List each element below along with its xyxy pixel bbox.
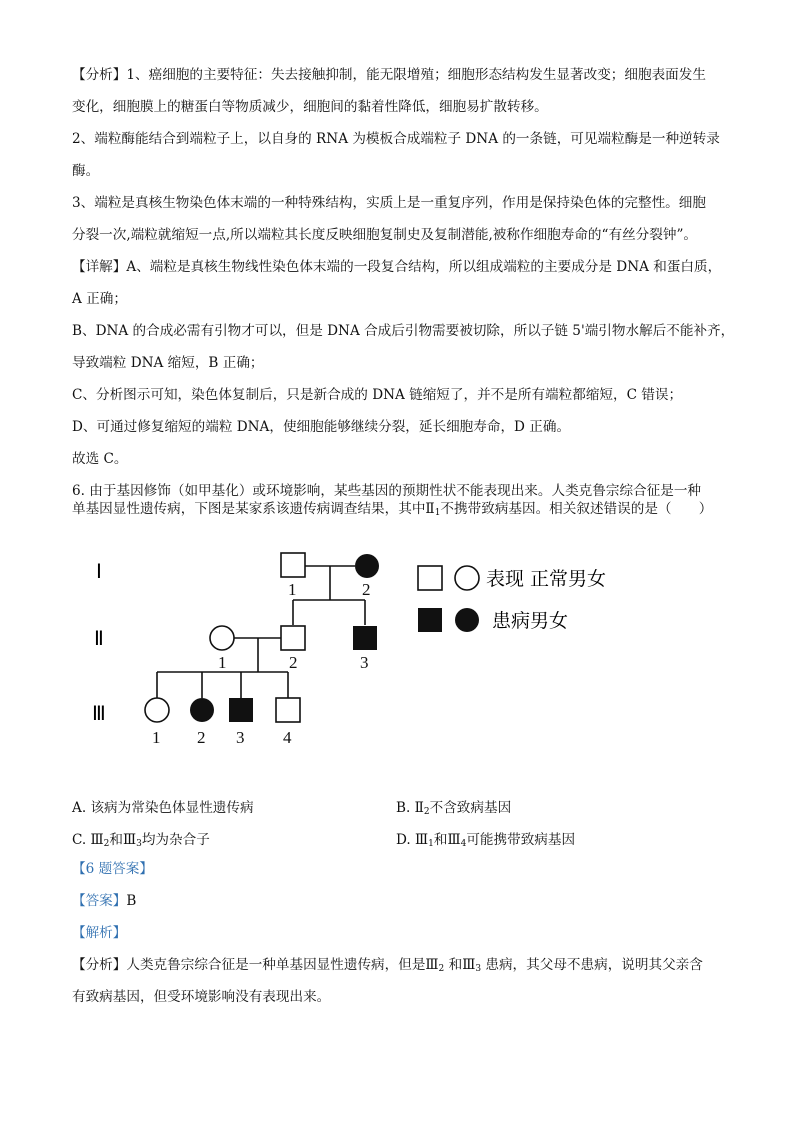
question-6-line-2 bbox=[72, 500, 722, 523]
question-6-text-a: 单基因显性遗传病，下图是某家系该遗传病调查结果，其中Ⅱ bbox=[72, 501, 435, 517]
answer-tag: 【答案】 bbox=[72, 893, 127, 909]
analysis-line-6: 分裂一次,端粒就缩短一点,所以端粒其长度反映细胞复制史及复制潜能,被称作细胞寿命的“有丝分裂钟”。 bbox=[72, 227, 697, 243]
legend-affected-female bbox=[455, 608, 479, 632]
individual-III4 bbox=[276, 698, 300, 722]
legend-affected-label: 患病男女 bbox=[492, 610, 569, 632]
option-c bbox=[72, 828, 210, 849]
analysis-line-5: 3、端粒是真核生物染色体末端的一种特殊结构，实质上是一重复序列，作用是保持染色体的完整性。细胞 bbox=[72, 195, 706, 211]
detail-line-2: A 正确； bbox=[72, 291, 127, 307]
detail-conclusion: 故选 C。 bbox=[72, 451, 128, 467]
label-I2: 2 bbox=[362, 580, 371, 599]
question-6-line-1: 6. 由于基因修饰（如甲基化）或环境影响，某些基因的预期性状不能表现出来。人类克鲁宗综合征是一种 bbox=[72, 483, 702, 499]
label-II2: 2 bbox=[289, 653, 298, 672]
option-b bbox=[396, 796, 511, 817]
label-I1: 1 bbox=[288, 580, 297, 599]
individual-I2 bbox=[355, 554, 379, 578]
option-c-sub-2: 3 bbox=[136, 839, 142, 849]
option-b-sub: 2 bbox=[423, 807, 430, 817]
explanation-text-mid: 和Ⅲ bbox=[444, 957, 476, 973]
option-d bbox=[396, 828, 575, 849]
individual-II1 bbox=[210, 626, 234, 650]
detail-line-1: 【详解】A、端粒是真核生物线性染色体末端的一段复合结构，所以组成端粒的主要成分是 DNA 和蛋白质， bbox=[72, 259, 722, 275]
option-b-text-pre: B. Ⅱ bbox=[396, 800, 424, 816]
option-c-text-post: 均为杂合子 bbox=[141, 832, 210, 848]
answer-label bbox=[72, 893, 136, 909]
explanation-line-1 bbox=[72, 956, 722, 979]
answer-value: B bbox=[126, 893, 137, 909]
generation-II-label: Ⅱ bbox=[94, 628, 104, 650]
individual-II2 bbox=[281, 626, 305, 650]
label-II3: 3 bbox=[360, 653, 369, 672]
answer-section-header: 【6 题答案】 bbox=[72, 861, 153, 877]
explanation-header: 【解析】 bbox=[72, 925, 127, 941]
option-c-text-pre: C. Ⅲ bbox=[72, 832, 104, 848]
label-III1: 1 bbox=[152, 728, 161, 747]
generation-III-label: Ⅲ bbox=[92, 703, 106, 725]
option-d-sub-1: 1 bbox=[428, 839, 434, 849]
explanation-text-pre: 【分析】人类克鲁宗综合征是一种单基因显性遗传病，但是Ⅲ bbox=[72, 957, 439, 973]
analysis-line-1: 【分析】1、癌细胞的主要特征：失去接触抑制，能无限增殖；细胞形态结构发生显著改变；细胞表面发生 bbox=[72, 67, 706, 83]
legend-normal-label: 表现 正常男女 bbox=[486, 568, 607, 590]
individual-III3 bbox=[229, 698, 253, 722]
option-d-sub-2: 4 bbox=[460, 839, 467, 849]
analysis-line-2: 变化，细胞膜上的糖蛋白等物质减少，细胞间的黏着性降低，细胞易扩散转移。 bbox=[72, 99, 548, 115]
pedigree-diagram bbox=[0, 530, 793, 780]
question-6-sub: 1 bbox=[434, 508, 441, 518]
individual-II3 bbox=[353, 626, 377, 650]
option-c-text-mid: 和Ⅲ bbox=[109, 832, 137, 848]
individual-I1 bbox=[281, 553, 305, 577]
option-b-text-post: 不含致病基因 bbox=[429, 800, 512, 816]
explanation-text-post: 患病，其父母不患病，说明其父亲含 bbox=[481, 957, 703, 973]
option-d-text-pre: D. Ⅲ bbox=[396, 832, 429, 848]
legend-affected-male bbox=[418, 608, 442, 632]
legend-normal-female bbox=[455, 566, 479, 590]
option-a: A. 该病为常染色体显性遗传病 bbox=[72, 800, 254, 816]
detail-line-5: C、分析图示可知，染色体复制后，只是新合成的 DNA 链缩短了，并不是所有端粒都缩短，C 错误； bbox=[72, 387, 683, 403]
analysis-line-4: 酶。 bbox=[72, 163, 100, 179]
option-d-text-post: 可能携带致病基因 bbox=[466, 832, 576, 848]
option-d-text-mid: 和Ⅲ bbox=[433, 832, 461, 848]
question-6-text-b: 不携带致病基因。相关叙述错误的是（ ） bbox=[440, 501, 713, 517]
individual-III2 bbox=[190, 698, 214, 722]
option-c-sub-1: 2 bbox=[103, 839, 110, 849]
label-II1: 1 bbox=[218, 653, 227, 672]
answer-line bbox=[72, 892, 722, 911]
explanation-line-2: 有致病基因，但受环境影响没有表现出来。 bbox=[72, 989, 331, 1005]
generation-I-label: Ⅰ bbox=[96, 561, 102, 583]
label-III4: 4 bbox=[283, 728, 292, 747]
label-III3: 3 bbox=[236, 728, 245, 747]
detail-line-4: 导致端粒 DNA 缩短，B 正确； bbox=[72, 355, 264, 371]
label-III2: 2 bbox=[197, 728, 206, 747]
explanation-sub-1: 2 bbox=[438, 964, 445, 974]
explanation-sub-2: 3 bbox=[475, 964, 482, 974]
individual-III1 bbox=[145, 698, 169, 722]
analysis-line-3: 2、端粒酶能结合到端粒子上，以自身的 RNA 为模板合成端粒子 DNA 的一条链，可见端粒酶是一种逆转录 bbox=[72, 131, 720, 147]
detail-line-3: B、DNA 的合成必需有引物才可以，但是 DNA 合成后引物需要被切除，所以子链 5'端引物水解后不能补齐， bbox=[72, 323, 735, 339]
legend-normal-male bbox=[418, 566, 442, 590]
detail-line-6: D、可通过修复缩短的端粒 DNA，使细胞能够继续分裂，延长细胞寿命，D 正确。 bbox=[72, 419, 571, 435]
